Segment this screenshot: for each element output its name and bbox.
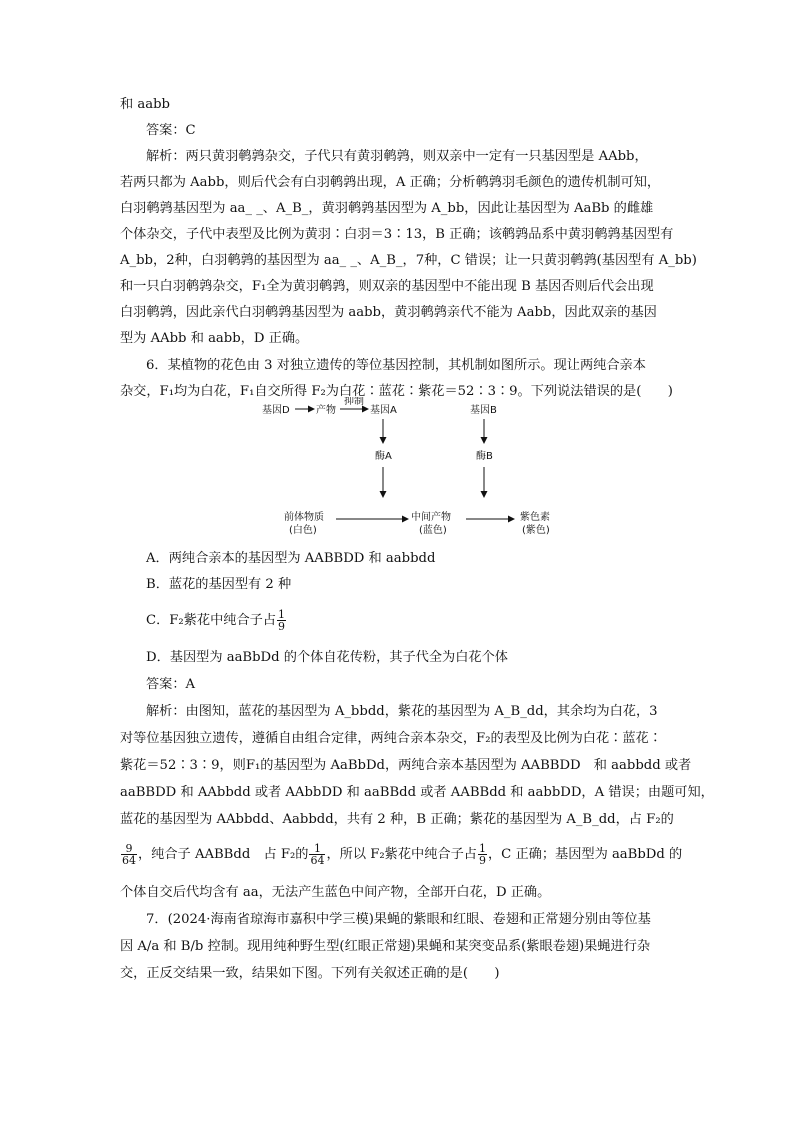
q5-analysis-line: 个体杂交，子代中表型及比例为黄羽∶白羽＝3∶13，B 正确；该鹌鹑品系中黄羽鹌鹑基因型有 (120, 227, 674, 242)
q6-analysis-line: 解析：由图知，蓝花的基因型为 A_bbdd，紫花的基因型为 A_B_dd，其余均为白花，3 (146, 704, 658, 719)
q7-stem-line: 7．(2024·海南省琼海市嘉积中学三模)果蝇的紫眼和红眼、卷翅和正常翅分别由等位基 (146, 912, 651, 927)
q6-option-a: A．两纯合亲本的基因型为 AABBDD 和 aabbdd (146, 551, 436, 566)
q6-option-c-text: C．F₂紫花中纯合子占 (146, 613, 277, 628)
fraction-numerator: 9 (121, 843, 137, 855)
pigment-color: (紫色) (522, 525, 550, 536)
analysis-text: ，所以 F₂紫花中纯合子占 (326, 847, 477, 862)
analysis-text: ，纯合子 AABBdd 占 F₂的 (138, 847, 309, 862)
q5-analysis-line: 若两只都为 Aabb，则后代会有白羽鹌鹑出现，A 正确；分析鹌鹑羽毛颜色的遗传机制可知， (120, 175, 661, 190)
q5-answer: 答案：C (146, 123, 196, 138)
gene-d-label: 基因D (262, 405, 290, 416)
q6-answer: 答案：A (146, 677, 196, 692)
q7-stem-line: 因 A/a 和 B/b 控制。现用纯种野生型(红眼正常翅)果蝇和某突变品系(紫眼卷翅)果蝇进行杂 (120, 939, 651, 954)
flower-color-mechanism-diagram (258, 397, 588, 547)
q6-analysis-line: 蓝花的基因型为 AAbbdd、Aabbdd，共有 2 种，B 正确；紫花的基因型为 A_B_dd，占 F₂的 (120, 812, 674, 827)
q6-option-c (146, 606, 287, 636)
q6-stem-line: 6．某植物的花色由 3 对独立遗传的等位基因控制，其机制如图所示。现让两纯合亲本 (146, 358, 646, 373)
fraction (277, 609, 286, 632)
q5-analysis-line: 解析：两只黄羽鹌鹑杂交，子代只有黄羽鹌鹑，则双亲中一定有一只基因型是 AAbb， (146, 149, 648, 164)
q5-tail: 和 aabb (120, 97, 170, 112)
q5-analysis-line: 和一只白羽鹌鹑杂交，F₁全为黄羽鹌鹑，则双亲的基因型中不能出现 B 基因否则后代会出现 (120, 279, 654, 294)
q6-analysis-line: 个体自交后代均含有 aa，无法产生蓝色中间产物，全部开白花，D 正确。 (120, 885, 551, 900)
precursor-label: 前体物质 (284, 512, 324, 523)
gene-b-label: 基因B (470, 405, 497, 416)
analysis-text: ，C 正确；基因型为 aaBbDd 的 (487, 847, 683, 862)
enzyme-b-label: 酶B (476, 451, 493, 462)
fraction-denominator: 64 (310, 854, 325, 867)
fraction-numerator: 1 (309, 843, 325, 855)
gene-a-label: 基因A (370, 405, 397, 416)
inhibit-label: 抑制 (344, 397, 364, 407)
enzyme-a-label: 酶A (375, 451, 392, 462)
fraction (121, 843, 137, 866)
fraction (478, 843, 487, 866)
intermediate-label: 中间产物 (411, 512, 451, 523)
q6-analysis-line: aaBBDD 和 AAbbdd 或者 AAbbDD 和 aaBBdd 或者 AABBdd 和 aabbDD，A 错误；由题可知， (120, 785, 714, 800)
fraction (309, 843, 325, 866)
intermediate-color: (蓝色) (419, 525, 447, 536)
q5-analysis-line: 白羽鹌鹑基因型为 aa_ _、A_B_，黄羽鹌鹑基因型为 A_bb，因此让基因型为 AaBb 的雌雄 (120, 201, 654, 216)
q6-analysis-fraction-line (120, 840, 682, 870)
q5-analysis-line: A_bb，2种，白羽鹌鹑的基因型为 aa_ _、A_B_，7种，C 错误；让一只黄羽鹌鹑(基因型有 A_bb) (120, 253, 697, 268)
precursor-color: (白色) (289, 525, 317, 536)
q6-analysis-line: 紫花＝52∶3∶9，则F₁的基因型为 AaBbDd，两纯合亲本基因型为 AABBDD 和 aabbdd 或者 (120, 758, 692, 773)
fraction-denominator: 64 (122, 854, 136, 867)
fraction-denominator: 9 (478, 854, 486, 867)
pigment-label: 紫色素 (520, 512, 550, 523)
q7-stem-line: 交，正反交结果一致，结果如下图。下列有关叙述正确的是( ) (120, 966, 500, 981)
product-label: 产物 (316, 405, 336, 416)
q6-option-d: D．基因型为 aaBbDd 的个体自花传粉，其子代全为白花个体 (146, 650, 508, 665)
q5-analysis-line: 型为 AAbb 和 aabb，D 正确。 (120, 331, 309, 346)
fraction-numerator: 1 (478, 842, 486, 855)
q5-analysis-line: 白羽鹌鹑，因此亲代白羽鹌鹑基因型为 aabb，黄羽鹌鹑亲代不能为 Aabb，因此双亲的基因 (120, 305, 657, 320)
q6-stem-line: 杂交，F₁均为白花，F₁自交所得 F₂为白花∶蓝花∶紫花＝52∶3∶9。下列说法错误的是( ) (120, 384, 673, 399)
q6-option-b: B．蓝花的基因型有 2 种 (146, 577, 292, 592)
fraction-denominator: 9 (278, 620, 286, 633)
fraction-numerator: 1 (278, 608, 286, 621)
q6-analysis-line: 对等位基因独立遗传，遵循自由组合定律，两纯合亲本杂交，F₂的表型及比例为白花∶蓝花∶ (120, 731, 662, 746)
